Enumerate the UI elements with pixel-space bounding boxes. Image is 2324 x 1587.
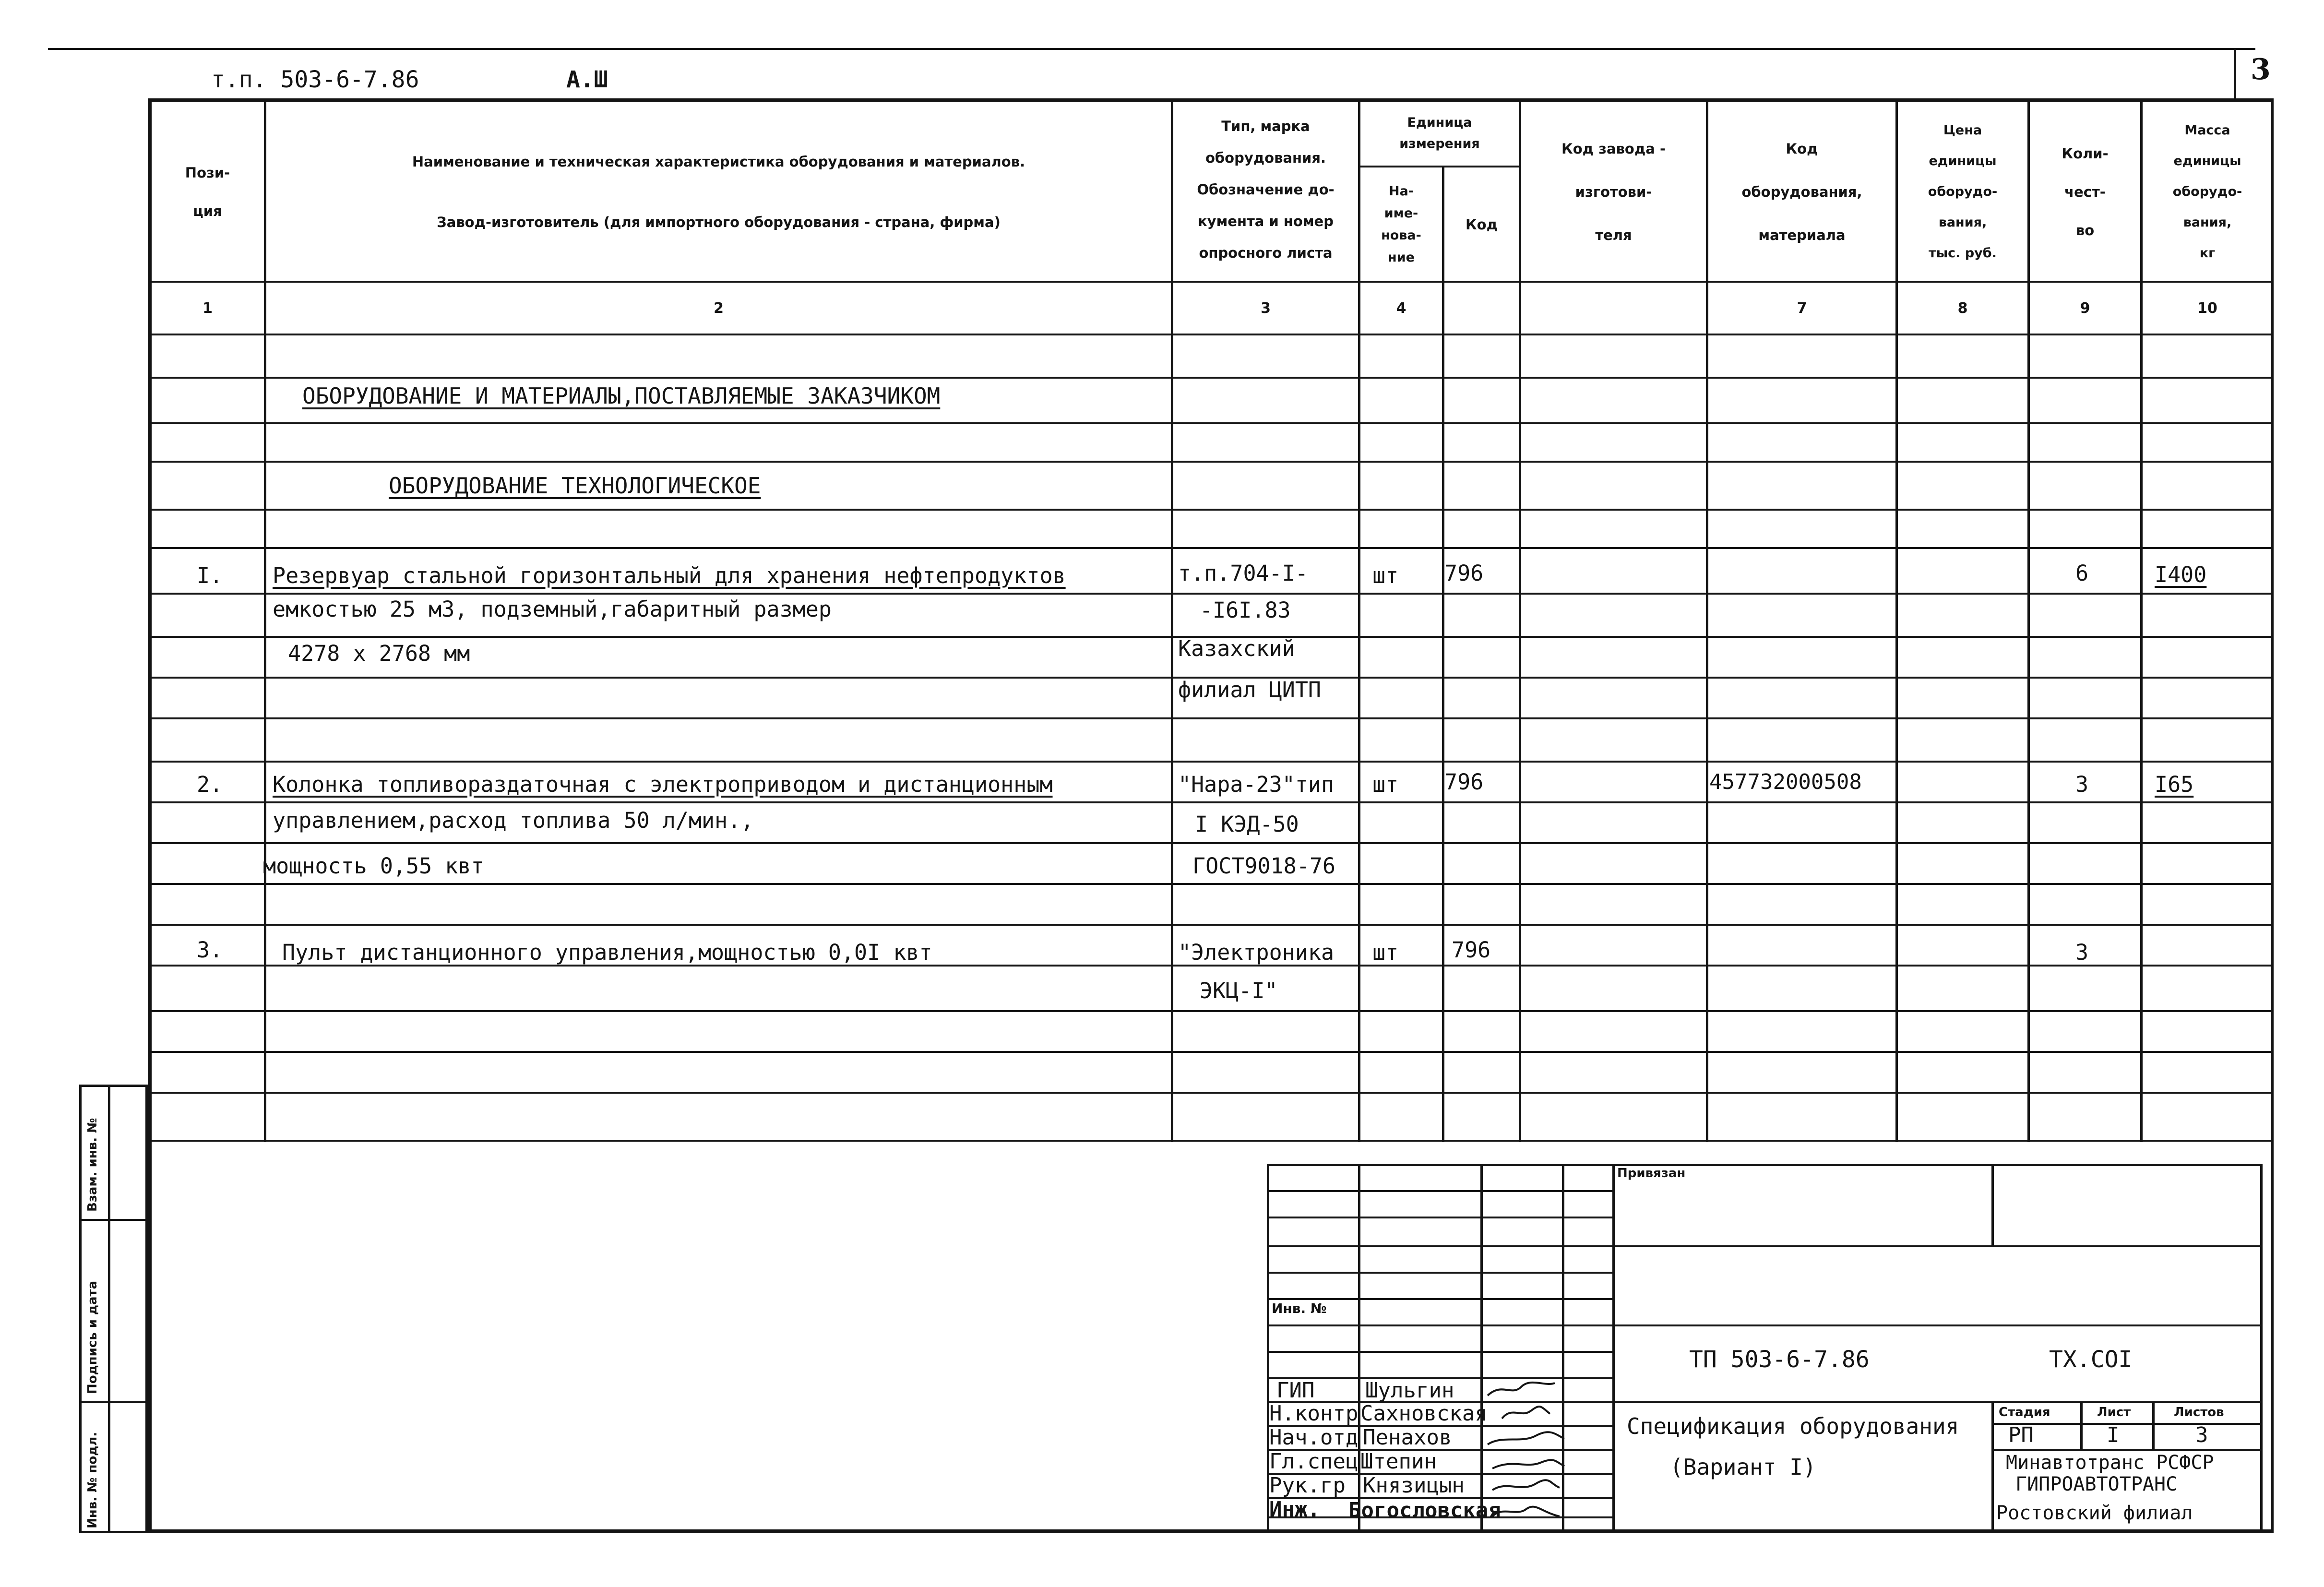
item-mass: I400: [2155, 562, 2207, 587]
staff-role: Инж.: [1269, 1497, 1320, 1522]
tb-line: [1267, 1272, 1612, 1274]
header-factory-code: Код завода - изготови- теля: [1561, 141, 1666, 243]
staff-name: Штепин: [1360, 1449, 1437, 1474]
tb-line: [1267, 1190, 1612, 1192]
tb-line: [1612, 1401, 2263, 1403]
organization-name: ГИПРОАВТОТРАНС: [2015, 1473, 2178, 1495]
item-type-line: ГОСТ9018-76: [1192, 853, 1336, 879]
staff-name: Шульгин: [1365, 1378, 1454, 1403]
column-number-3: 3: [1261, 300, 1271, 317]
header-name: [266, 103, 1171, 281]
item-unit-code: 796: [1444, 769, 1484, 795]
tb-stage-divider: [1991, 1401, 1994, 1533]
tb-stage-divider: [2152, 1401, 2155, 1449]
item-unit-code: 796: [1452, 937, 1491, 963]
item-description-line: 4278 х 2768 мм: [288, 641, 470, 666]
top-frame-line: [48, 48, 2255, 50]
side-stamp-line: [79, 1401, 148, 1403]
document-title: Спецификация оборудования: [1627, 1413, 1959, 1439]
document-reference: т.п. 503-6-7.86: [211, 66, 419, 93]
item-mass: I65: [2155, 772, 2194, 797]
document-variant: (Вариант I): [1670, 1454, 1816, 1480]
item-quantity: 3: [2075, 940, 2089, 965]
item-unit-code: 796: [1444, 561, 1484, 586]
sheets-label: Листов: [2174, 1405, 2224, 1420]
organization-ministry: Минавтотранс РСФСР: [2006, 1452, 2214, 1474]
tb-line: [1267, 1351, 1612, 1353]
row-line: [148, 761, 2274, 763]
item-description-line: Резервуар стальной горизонтальный для хранения нефтепродуктов: [273, 563, 1066, 588]
column-number-4: 4: [1396, 300, 1406, 317]
item-type-line: "Электроника: [1178, 940, 1335, 965]
row-line: [148, 509, 2274, 511]
item-type-line: ЭКЦ-I": [1200, 978, 1278, 1003]
side-stamp-divider: [108, 1085, 110, 1533]
tb-line: [1267, 1217, 1612, 1218]
item-unit: шт: [1372, 563, 1399, 588]
tb-right-divider: [1991, 1164, 1994, 1245]
item-quantity: 3: [2075, 772, 2089, 797]
item-quantity: 6: [2075, 561, 2089, 586]
column-numbers-line: [148, 334, 2274, 335]
column-number-2: 2: [714, 300, 724, 317]
row-line: [148, 1140, 2274, 1142]
tb-line: [1267, 1298, 1612, 1300]
tb-divider: [1358, 1164, 1360, 1533]
staff-name: Сахновская: [1360, 1401, 1488, 1426]
header-equipment-code: Код оборудования, материала: [1741, 141, 1862, 243]
column-number-8: 8: [1957, 300, 1968, 317]
column-number-1: 1: [203, 300, 213, 317]
staff-name: Пенахов: [1363, 1425, 1452, 1450]
header-name-line1: Наименование и техническая характеристика оборудования и материалов.: [412, 154, 1025, 170]
column-number-9: 9: [2080, 300, 2090, 317]
document-code: ТХ.СОI: [2049, 1346, 2133, 1373]
header-position: Пози- ция: [185, 165, 230, 219]
stage-value: РП: [2008, 1423, 2034, 1447]
header-name-line2: Завод-изготовитель (для импортного оборудования - страна, фирма): [437, 214, 1001, 230]
column-number-7: 7: [1797, 300, 1807, 317]
header-unit-name: На- име- нова- ние: [1381, 183, 1421, 265]
tb-divider: [1612, 1164, 1615, 1533]
col-divider-4: [1442, 166, 1444, 1142]
item-description-line: мощность 0,55 квт: [263, 853, 484, 879]
item-description-line: Колонка топливораздаточная с электроприводом и дистанционным: [273, 772, 1053, 797]
row-line: [148, 547, 2274, 549]
side-label-replacement-inv: Взам. инв. №: [85, 1118, 100, 1212]
section-title-technological: ОБОРУДОВАНИЕ ТЕХНОЛОГИЧЕСКОЕ: [389, 473, 761, 499]
tb-stage-divider: [2080, 1401, 2083, 1449]
header-bottom-line: [148, 281, 2274, 283]
header-price: Цена единицы оборудо- вания, тыс. руб.: [1928, 123, 1998, 261]
item-type-line: I КЭД-50: [1195, 811, 1299, 837]
sheet-number-divider: [2234, 48, 2236, 98]
inv-number-label: Инв. №: [1272, 1301, 1327, 1316]
tb-line: [1267, 1324, 1612, 1326]
item-description-line: емкостью 25 м3, подземный,габаритный размер: [273, 597, 832, 622]
header-unit-group: Единица измерения: [1399, 115, 1480, 151]
item-description-line: Пульт дистанционного управления,мощностью 0,0I квт: [282, 940, 932, 965]
item-type-line: "Нара-23"тип: [1178, 772, 1335, 797]
row-line: [148, 377, 2274, 379]
row-line: [148, 717, 2274, 719]
row-line: [148, 801, 2274, 803]
staff-role: Гл.спец: [1269, 1449, 1359, 1474]
row-line: [148, 1051, 2274, 1053]
item-position: 3.: [197, 937, 223, 963]
tb-line: [1612, 1324, 2263, 1326]
tb-line: [1612, 1245, 2263, 1247]
item-type-line: филиал ЦИТП: [1178, 677, 1322, 703]
column-number-10: 10: [2197, 300, 2217, 317]
side-label-inv-original: Инв. № подл.: [85, 1432, 100, 1528]
staff-name: Богословская: [1348, 1498, 1501, 1523]
item-unit: шт: [1372, 940, 1399, 965]
item-description-line: управлением,расход топлива 50 л/мин.,: [273, 808, 754, 833]
item-position: 2.: [197, 772, 223, 797]
sheets-value: 3: [2195, 1423, 2208, 1447]
sheet-number: 3: [2251, 53, 2271, 86]
sheet-label: Лист: [2097, 1405, 2131, 1420]
item-equipment-code: 457732000508: [1709, 770, 1862, 794]
header-sub-line: [1358, 166, 1519, 167]
sheet-value: I: [2107, 1423, 2120, 1447]
tb-line: [1267, 1245, 1612, 1247]
designation: ТП 503-6-7.86: [1689, 1346, 1870, 1373]
item-position: I.: [197, 563, 223, 588]
row-line: [148, 842, 2274, 844]
row-line: [148, 1010, 2274, 1012]
tb-line: [1991, 1449, 2263, 1451]
header-type: Тип, марка оборудования. Обозначение до- кумента и номер опросного листа: [1197, 118, 1335, 261]
staff-name: Князицын: [1363, 1473, 1465, 1498]
side-label-signature-date: Подпись и дата: [85, 1280, 100, 1394]
header-unit-code: Код: [1465, 216, 1498, 233]
linked-label: Привязан: [1617, 1166, 1686, 1181]
staff-role: Рук.гр: [1269, 1473, 1346, 1498]
header-quantity: Коли- чест- во: [2062, 145, 2109, 239]
side-stamp-line: [79, 1219, 148, 1221]
item-type-line: т.п.704-I-: [1178, 561, 1308, 586]
item-unit: шт: [1372, 772, 1399, 797]
header-mass: Масса единицы оборудо- вания, кг: [2172, 123, 2242, 261]
staff-role: Н.контр: [1269, 1401, 1359, 1426]
row-line: [148, 924, 2274, 926]
row-line: [148, 422, 2274, 424]
organization-branch: Ростовский филиал: [1996, 1502, 2193, 1524]
staff-role: Нач.отд: [1269, 1425, 1359, 1450]
album-label: А.Ш: [566, 66, 608, 93]
signatures: [1483, 1372, 1612, 1536]
item-type-line: Казахский: [1178, 636, 1295, 661]
stage-label: Стадия: [1999, 1405, 2050, 1420]
staff-role: ГИП: [1276, 1378, 1315, 1403]
item-type-line: -I6I.83: [1200, 597, 1291, 623]
row-line: [148, 593, 2274, 595]
section-title-customer-supplied: ОБОРУДОВАНИЕ И МАТЕРИАЛЫ,ПОСТАВЛЯЕМЫЕ ЗАКАЗЧИКОМ: [302, 383, 941, 409]
row-line: [148, 1092, 2274, 1094]
row-line: [148, 461, 2274, 463]
row-line: [148, 883, 2274, 885]
